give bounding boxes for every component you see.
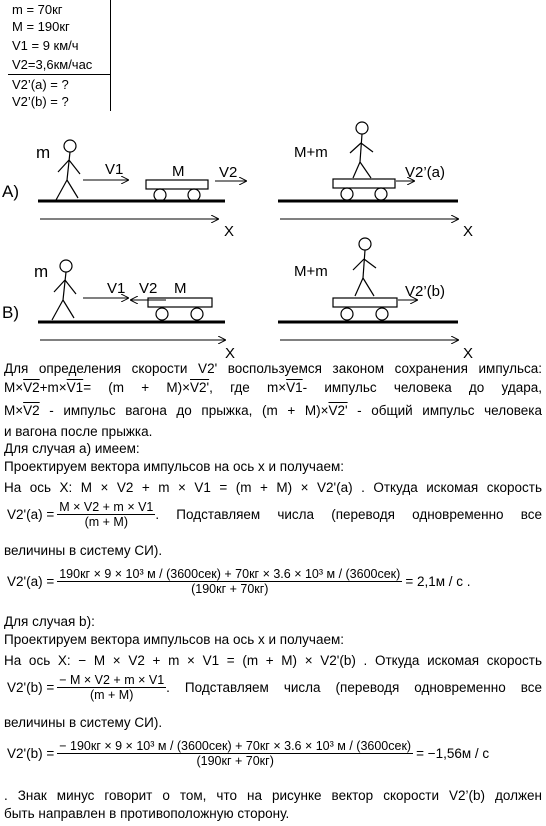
label-m: m xyxy=(34,262,49,281)
numerator: − 190кг × 9 × 10³ м / (3600сек) + 70кг × 3.6 × 10³ м / (3600сек) xyxy=(59,739,412,753)
substitution-text: . Подставляем числа (переводя одновременно все xyxy=(166,680,542,695)
vector-v2-prime: V2' xyxy=(328,403,348,418)
numerator: − M × V2 + m × V1 xyxy=(59,673,165,687)
conclusion-line1: . Знак минус говорит о том, что на рисунке вектор скорости V2’(b) должен xyxy=(4,788,542,803)
label-v1: V1 xyxy=(107,280,126,297)
vector-v1: V1 xyxy=(66,380,84,395)
given-V1: V1 = 9 км/ч xyxy=(12,38,79,53)
label-M: M xyxy=(174,280,187,297)
person-walking-icon xyxy=(56,140,80,200)
text-run: = (m + M)× xyxy=(83,380,190,395)
denominator: (190кг + 70кг) xyxy=(196,754,274,768)
label-v2: V2 xyxy=(219,164,238,181)
si-note-a: величины в систему СИ). xyxy=(4,543,163,558)
calc-lhs: V2'(b) = xyxy=(7,746,55,761)
label-Mm: M+m xyxy=(294,144,328,161)
given-table xyxy=(4,0,111,111)
given-divider xyxy=(8,74,110,75)
calc-result: = 2,1м / с . xyxy=(405,574,471,589)
numerator: 190кг × 9 × 10³ м / (3600сек) + 70кг × 3.6 × 10³ м / (3600сек) xyxy=(59,567,401,581)
label-v2a: V2’(a) xyxy=(405,164,446,181)
cart-icon xyxy=(146,180,208,201)
person-on-cart-icon xyxy=(350,122,373,178)
calc-b xyxy=(4,739,492,768)
para-momentum-eq xyxy=(4,380,542,396)
case-b-label: B) xyxy=(2,303,19,322)
x-label: X xyxy=(225,345,236,362)
cart-icon xyxy=(333,298,397,320)
person-walking-icon xyxy=(52,260,76,320)
find-a: V2’(a) = ? xyxy=(12,77,69,92)
diagram xyxy=(0,112,546,362)
label-Mm: M+m xyxy=(294,263,328,280)
para-after-jump: и вагона после прыжка. xyxy=(4,424,153,439)
fraction xyxy=(57,673,166,702)
cart-icon xyxy=(333,179,395,200)
given-m: m = 70кг xyxy=(12,2,63,17)
vector-v1: V1 xyxy=(286,380,303,395)
formula-lhs: V2'(a) = xyxy=(7,507,55,522)
denominator: (m + M) xyxy=(84,515,128,529)
denominator: (m + M) xyxy=(89,688,134,702)
projection-b: Проектируем вектора импульсов на ось x и получаем: xyxy=(4,632,345,647)
x-label: X xyxy=(463,345,474,362)
conclusion-line2: быть направлен в противоположную сторону. xyxy=(4,806,290,821)
case-a-label: A) xyxy=(2,182,19,201)
x-label: X xyxy=(224,223,235,240)
numerator: M × V2 + m × V1 xyxy=(59,500,154,514)
projection-a: Проектируем вектора импульсов на ось x и получаем: xyxy=(4,459,345,474)
label-v1: V1 xyxy=(105,161,124,178)
denominator: (190кг + 70кг) xyxy=(191,582,269,596)
axis-eq-b: На ось X: − M × V2 + m × V1 = (m + M) × V2'(b) . Откуда искомая скорость xyxy=(4,653,542,668)
x-label: X xyxy=(463,223,474,240)
substitution-text: . Подставляем числа (переводя одновременно все xyxy=(155,507,542,522)
text-run: - общий импульс человека xyxy=(347,403,542,418)
text-run: M× xyxy=(4,380,24,395)
label-v2b: V2’(b) xyxy=(405,283,446,300)
fraction xyxy=(57,739,413,768)
text-run: +m× xyxy=(39,380,67,395)
para-wagon-momentum xyxy=(4,403,542,419)
calc-result: = −1,56м / с xyxy=(416,746,490,761)
fraction xyxy=(57,567,402,596)
person-on-cart-icon xyxy=(353,238,376,296)
text-run: M× xyxy=(4,403,24,418)
given-M: M = 190кг xyxy=(12,19,70,34)
label-M: M xyxy=(172,163,185,180)
vector-v2: V2 xyxy=(23,380,40,395)
text-run: - импульс вагона до прыжка, (m + M)× xyxy=(39,403,329,418)
formula-a xyxy=(4,500,542,529)
calc-lhs: V2'(a) = xyxy=(7,574,55,589)
text-run: , где m× xyxy=(209,380,287,395)
text-run: - импульс человека до удара, xyxy=(302,380,542,395)
fraction xyxy=(57,500,155,529)
vector-v2-prime: V2' xyxy=(190,380,210,395)
case-b-intro: Для случая b): xyxy=(4,614,95,629)
formula-lhs: V2'(b) = xyxy=(7,680,55,695)
cart-icon xyxy=(148,298,212,320)
vector-v2: V2 xyxy=(23,403,40,418)
label-m: m xyxy=(36,143,51,162)
para-momentum-law: Для определения скорости V2' воспользуемся законом сохранения импульса: xyxy=(4,361,542,376)
calc-a xyxy=(4,567,474,596)
axis-eq-a: На ось X: M × V2 + m × V1 = (m + M) × V2'(a) . Откуда искомая скорость xyxy=(4,480,542,495)
case-a-intro: Для случая а) имеем: xyxy=(4,441,140,456)
label-v2: V2 xyxy=(139,280,158,297)
given-V2: V2=3,6км/час xyxy=(12,57,93,72)
find-b: V2’(b) = ? xyxy=(12,94,69,109)
formula-b xyxy=(4,673,542,702)
si-note-b: величины в систему СИ). xyxy=(4,715,163,730)
